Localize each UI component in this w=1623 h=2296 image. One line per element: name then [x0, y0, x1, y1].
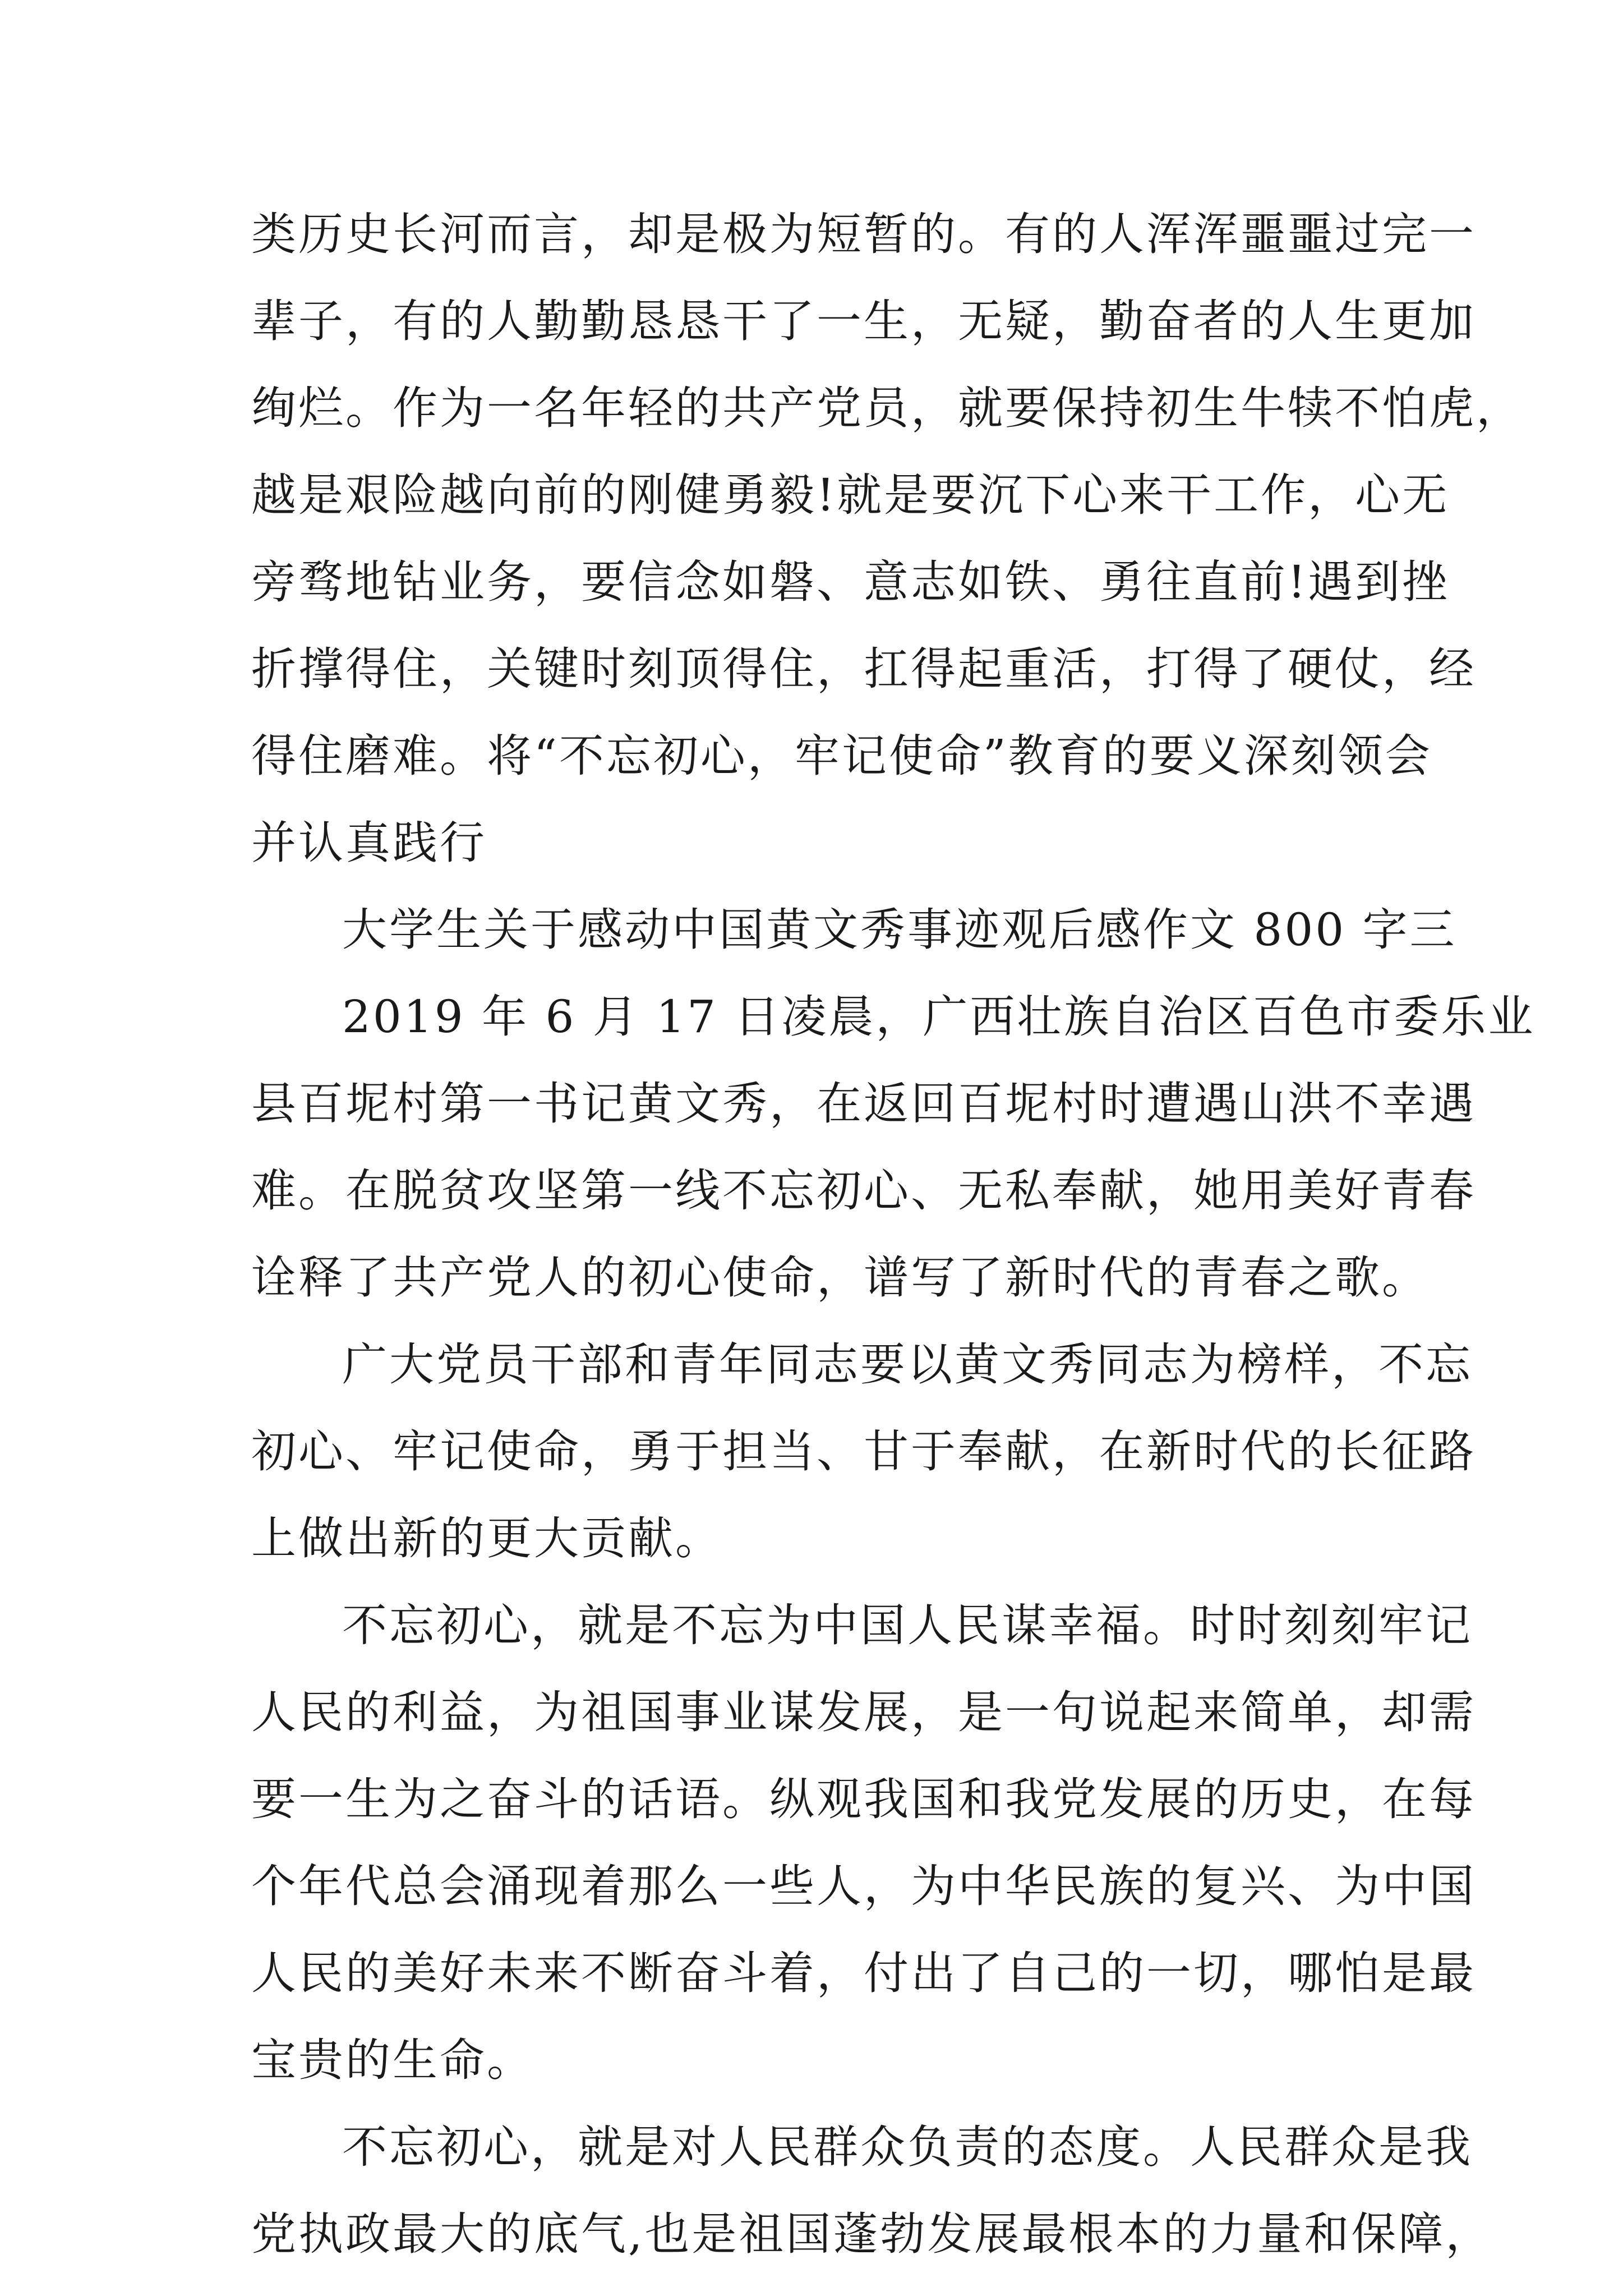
paragraph-start-line: 2019 年 6 月 17 日凌晨，广西壮族自治区百色市委乐业	[342, 991, 1536, 1043]
text-line: 并认真践行	[251, 817, 487, 869]
text-line: 越是艰险越向前的刚健勇毅!就是要沉下心来干工作，心无	[251, 469, 1450, 521]
text-line: 绚烂。作为一名年轻的共产党员，就要保持初生牛犊不怕虎，	[251, 382, 1523, 434]
text-line: 县百坭村第一书记黄文秀，在返回百坭村时遭遇山洪不幸遇	[251, 1078, 1476, 1130]
text-line: 个年代总会涌现着那么一些人，为中华民族的复兴、为中国	[251, 1860, 1476, 1912]
text-line: 诠释了共产党人的初心使命，谱写了新时代的青春之歌。	[251, 1251, 1429, 1304]
text-line: 党执政最大的底气,也是祖国蓬勃发展最根本的力量和保障，	[251, 2208, 1493, 2260]
paragraph-start-line: 不忘初心，就是对人民群众负责的态度。人民群众是我	[342, 2121, 1473, 2173]
text-line: 旁骛地钻业务，要信念如磐、意志如铁、勇往直前!遇到挫	[251, 556, 1450, 608]
text-line: 上做出新的更大贡献。	[251, 1512, 722, 1565]
body-text	[251, 191, 1536, 2277]
text-line: 类历史长河而言，却是极为短暂的。有的人浑浑噩噩过完一	[251, 208, 1476, 260]
text-line: 得住磨难。将“不忘初心，牢记使命”教育的要义深刻领会	[251, 730, 1432, 782]
text-line: 要一生为之奋斗的话语。纵观我国和我党发展的历史，在每	[251, 1773, 1476, 1825]
paragraph-start-line: 不忘初心，就是不忘为中国人民谋幸福。时时刻刻牢记	[342, 1599, 1473, 1651]
essay-heading: 大学生关于感动中国黄文秀事迹观后感作文 800 字三	[342, 904, 1457, 956]
text-line: 人民的利益，为祖国事业谋发展，是一句说起来简单，却需	[251, 1686, 1476, 1738]
text-line: 人民的美好未来不断奋斗着，付出了自己的一切，哪怕是最	[251, 1947, 1476, 1999]
text-line: 初心、牢记使命，勇于担当、甘于奉献，在新时代的长征路	[251, 1425, 1476, 1478]
text-line: 难。在脱贫攻坚第一线不忘初心、无私奉献，她用美好青春	[251, 1165, 1476, 1217]
text-line: 宝贵的生命。	[251, 2034, 534, 2086]
paragraph-start-line: 广大党员干部和青年同志要以黄文秀同志为榜样，不忘	[342, 1338, 1473, 1391]
text-line: 折撑得住，关键时刻顶得住，扛得起重活，打得了硬仗，经	[251, 643, 1476, 695]
text-line: 辈子，有的人勤勤恳恳干了一生，无疑，勤奋者的人生更加	[251, 295, 1476, 347]
